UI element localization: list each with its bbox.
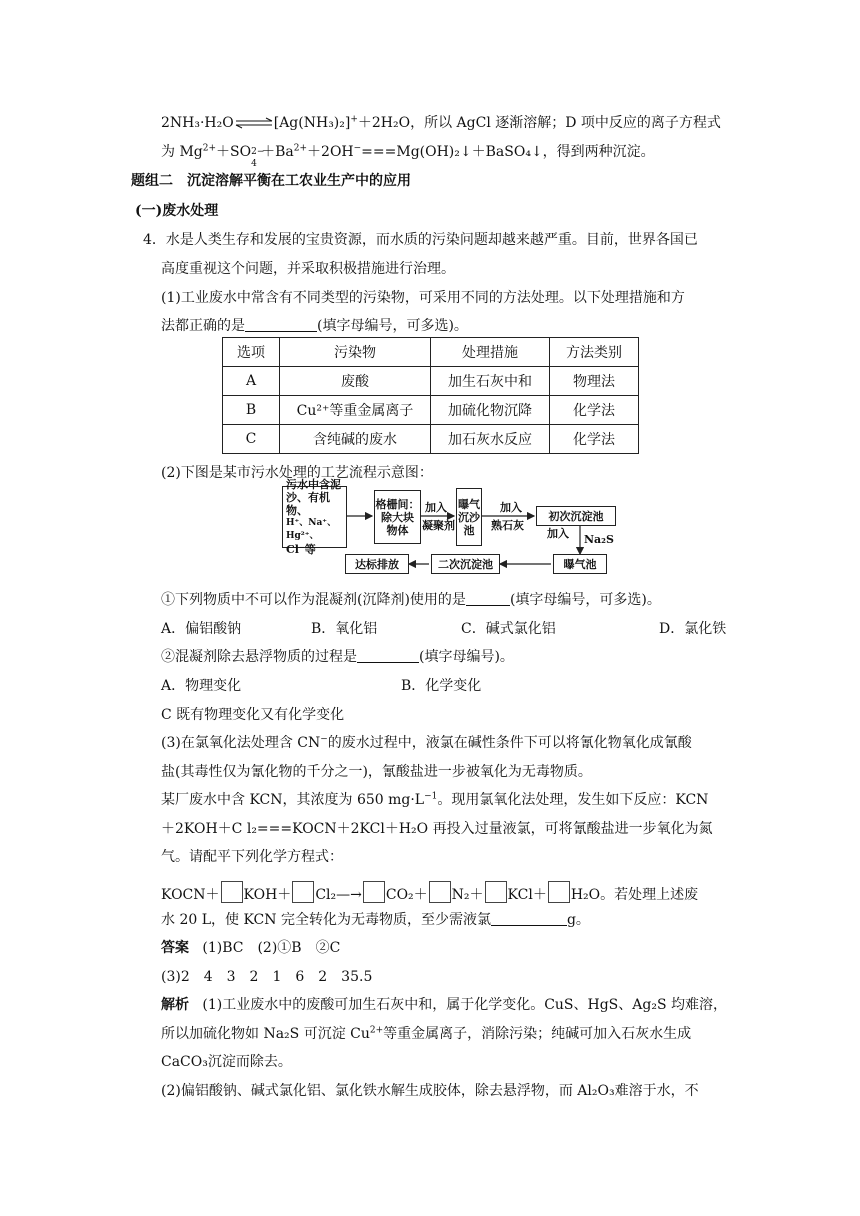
text: 。现用氯氧化法处理，发生如下反应：KCN	[437, 792, 709, 808]
answer-blank	[245, 317, 317, 332]
text: Cl₂—→	[315, 887, 362, 903]
question-text: 高度重视这个问题，并采取积极措施进行治理。	[161, 261, 455, 277]
coefficient-box	[485, 881, 507, 903]
text-line: 为 $Mg^{2+}+SO$ 2− 4 $+Ba^{2+}+2OH^-===Mg(OH)_2↓+BaSO_4↓$，得到两种沉淀。	[161, 143, 655, 169]
flow-box-wastewater	[282, 478, 347, 556]
text: KCl＋	[507, 887, 547, 903]
option-a: A．偏铝酸钠	[161, 621, 242, 637]
flow-arrow-label: 凝聚剂	[422, 519, 455, 532]
flow-label: 沉沙	[458, 510, 480, 524]
equation-line	[161, 881, 698, 905]
text: g。	[566, 912, 590, 928]
flow-arrow-label: 加入	[425, 501, 447, 514]
superscript: −	[353, 143, 362, 154]
option-b: B．化学变化	[401, 678, 482, 694]
flow-arrow-label: 熟石灰	[491, 519, 524, 532]
answer-line	[161, 938, 340, 958]
flow-label: 除大块	[381, 510, 414, 524]
question-text: 4．水是人类生存和发展的宝贵资源，而水质的污染问题却越来越严重。目前，世界各国已	[143, 232, 698, 248]
text: 法都正确的是	[161, 318, 245, 334]
explanation-line	[161, 995, 727, 1015]
question-text: 盐(其毒性仅为氰化物的千分之一)，氰酸盐进一步被氧化为无毒物质。	[161, 764, 592, 780]
question-text	[161, 910, 590, 930]
text: KOH＋	[243, 887, 292, 903]
question-text	[161, 647, 514, 667]
formula: 2NH₃·H₂O	[161, 115, 234, 131]
flow-arrow-label: Na₂S	[584, 533, 614, 546]
coefficient-box	[221, 881, 243, 903]
answer-blank	[491, 911, 567, 926]
explanation-line: (2)偏铝酸钠、碱式氯化铝、氯化铁水解生成胶体，除去悬浮物，而 Al₂O₃难溶于水，不	[161, 1083, 699, 1099]
flow-box-secondary-settling: 二次沉淀池	[431, 554, 500, 574]
question-text	[161, 590, 661, 610]
section-heading: 题组二 沉淀溶解平衡在工农业生产中的应用	[131, 173, 411, 189]
table-cell: 废酸	[280, 367, 431, 396]
text: ＋2H₂O，所以 AgCl 逐渐溶解；D 项中反应的离子方程式	[357, 115, 721, 131]
table-cell: A	[223, 367, 280, 396]
subsection-heading: (一)废水处理	[135, 203, 219, 219]
coefficient-box	[548, 881, 570, 903]
superscript: −1	[424, 791, 438, 802]
flow-label: 沙、有机物、	[286, 491, 330, 517]
equilibrium-arrow-icon	[234, 117, 274, 129]
text-line	[161, 113, 721, 133]
flow-box-grille	[374, 490, 421, 544]
flow-label: 格栅间：	[375, 497, 420, 511]
text: ＋SO	[216, 144, 252, 160]
option-c: C．碱式氯化铝	[461, 621, 556, 637]
text: (3)在氯氧化法处理含 CN	[161, 735, 321, 751]
flow-label: Cl⁻等	[286, 543, 316, 556]
superscript: 2+	[202, 143, 217, 154]
explanation-label: 解析	[161, 997, 189, 1013]
explanation-line	[161, 1024, 691, 1044]
table-cell: B	[223, 396, 280, 425]
flow-label: 物体	[386, 523, 409, 537]
text: H₂O。若处理上述废	[570, 887, 699, 903]
table-cell: 加石灰水反应	[431, 425, 550, 454]
question-text	[161, 790, 708, 810]
flow-label: 污水中含泥	[286, 478, 341, 491]
formula: [Ag(NH₃)₂]	[273, 115, 351, 131]
flow-box-primary-settling: 初次沉淀池	[536, 506, 616, 526]
superscript: −	[320, 734, 328, 745]
flow-label: 池	[463, 523, 475, 537]
answer-blank	[466, 591, 510, 606]
table-header: 选项	[223, 338, 280, 367]
text: 所以加硫化物如 Na₂S 可沉淀 Cu	[161, 1026, 370, 1042]
text: N₂＋	[451, 887, 484, 903]
question-text	[161, 316, 468, 336]
table-cell: 加生石灰中和	[431, 367, 550, 396]
table-cell: 物理法	[550, 367, 639, 396]
table-header: 处理措施	[431, 338, 550, 367]
table-row	[223, 425, 639, 454]
text: 某厂废水中含 KCN，其浓度为 650 mg·L	[161, 792, 425, 808]
text: 水 20 L，使 KCN 完全转化为无毒物质，至少需液氯	[161, 912, 491, 928]
option-d: D．氯化铁	[659, 621, 727, 637]
table-cell: Cu²⁺等重金属离子	[280, 396, 431, 425]
coefficient-box	[363, 881, 385, 903]
text: 的废水过程中，液氯在碱性条件下可以将氰化物氧化成氰酸	[327, 735, 692, 751]
text: 为 Mg	[161, 144, 203, 160]
table-row	[223, 396, 639, 425]
table-cell: 化学法	[550, 425, 639, 454]
table-cell: 加硫化物沉降	[431, 396, 550, 425]
table-row	[223, 367, 639, 396]
flow-box-aeration-tank: 曝气池	[553, 554, 607, 574]
superscript: 2+	[369, 1025, 384, 1036]
coefficient-box	[429, 881, 451, 903]
text: (1)工业废水中的废酸可加生石灰中和，属于化学变化。CuS、HgS、Ag₂S 均难溶，	[202, 997, 727, 1013]
text: 等重金属离子，消除污染；纯碱可加入石灰水生成	[383, 1026, 692, 1042]
flow-label: 曝气	[458, 497, 480, 511]
text: ===Mg(OH)₂↓＋BaSO₄↓，得到两种沉淀。	[361, 144, 655, 160]
text: (填字母编号，可多选)。	[509, 592, 661, 608]
option-b: B．氧化铝	[311, 621, 378, 637]
question-text: (1)工业废水中常含有不同类型的污染物，可采用不同的方法处理。以下处理措施和方	[161, 290, 685, 306]
text: (填字母编号，可多选)。	[317, 318, 468, 334]
superscript: +	[350, 114, 358, 125]
table-cell: 化学法	[550, 396, 639, 425]
text: CO₂＋	[385, 887, 428, 903]
superscript: 2+	[293, 143, 308, 154]
question-text	[161, 733, 692, 753]
question-text: 气。请配平下列化学方程式：	[161, 849, 343, 865]
options-table	[222, 337, 639, 454]
table-header: 污染物	[280, 338, 431, 367]
text: ＋2OH	[307, 144, 354, 160]
flow-arrow-label: 加入	[547, 527, 569, 540]
table-cell: 含纯碱的废水	[280, 425, 431, 454]
text: ②混凝剂除去悬浮物质的过程是	[161, 649, 357, 665]
answer-label: 答案	[161, 940, 189, 956]
text: (填字母编号)。	[419, 649, 514, 665]
text: KOCN＋	[161, 887, 220, 903]
answer-blank	[357, 648, 419, 663]
coefficient-box	[292, 881, 314, 903]
explanation-line: CaCO₃沉淀而除去。	[161, 1054, 292, 1070]
flow-arrow-label: 加入	[500, 501, 522, 514]
text: ＋Ba	[261, 144, 294, 160]
option-a: A．物理变化	[161, 678, 242, 694]
question-text: ＋2KOH＋C l₂===KOCN＋2KCl＋H₂O 再投入过量液氯，可将氰酸盐进一步氧化为氮	[161, 821, 713, 837]
flow-box-aeration-grit	[456, 488, 482, 546]
process-flow-diagram	[280, 478, 620, 576]
text: ①下列物质中不可以作为混凝剂(沉降剂)使用的是	[161, 592, 466, 608]
option-c: C 既有物理变化又有化学变化	[161, 707, 345, 723]
table-header-row	[223, 338, 639, 367]
question-text: (2)下图是某市污水处理的工艺流程示意图：	[161, 465, 433, 481]
text: (1)BC (2)①B ②C	[202, 940, 341, 956]
flow-box-discharge: 达标排放	[345, 554, 409, 574]
answer-line: (3)2 4 3 2 1 6 2 35.5	[161, 969, 373, 985]
table-header: 方法类别	[550, 338, 639, 367]
flow-label: H⁺、Na⁺、Hg²⁺、	[286, 518, 337, 541]
table-cell: C	[223, 425, 280, 454]
